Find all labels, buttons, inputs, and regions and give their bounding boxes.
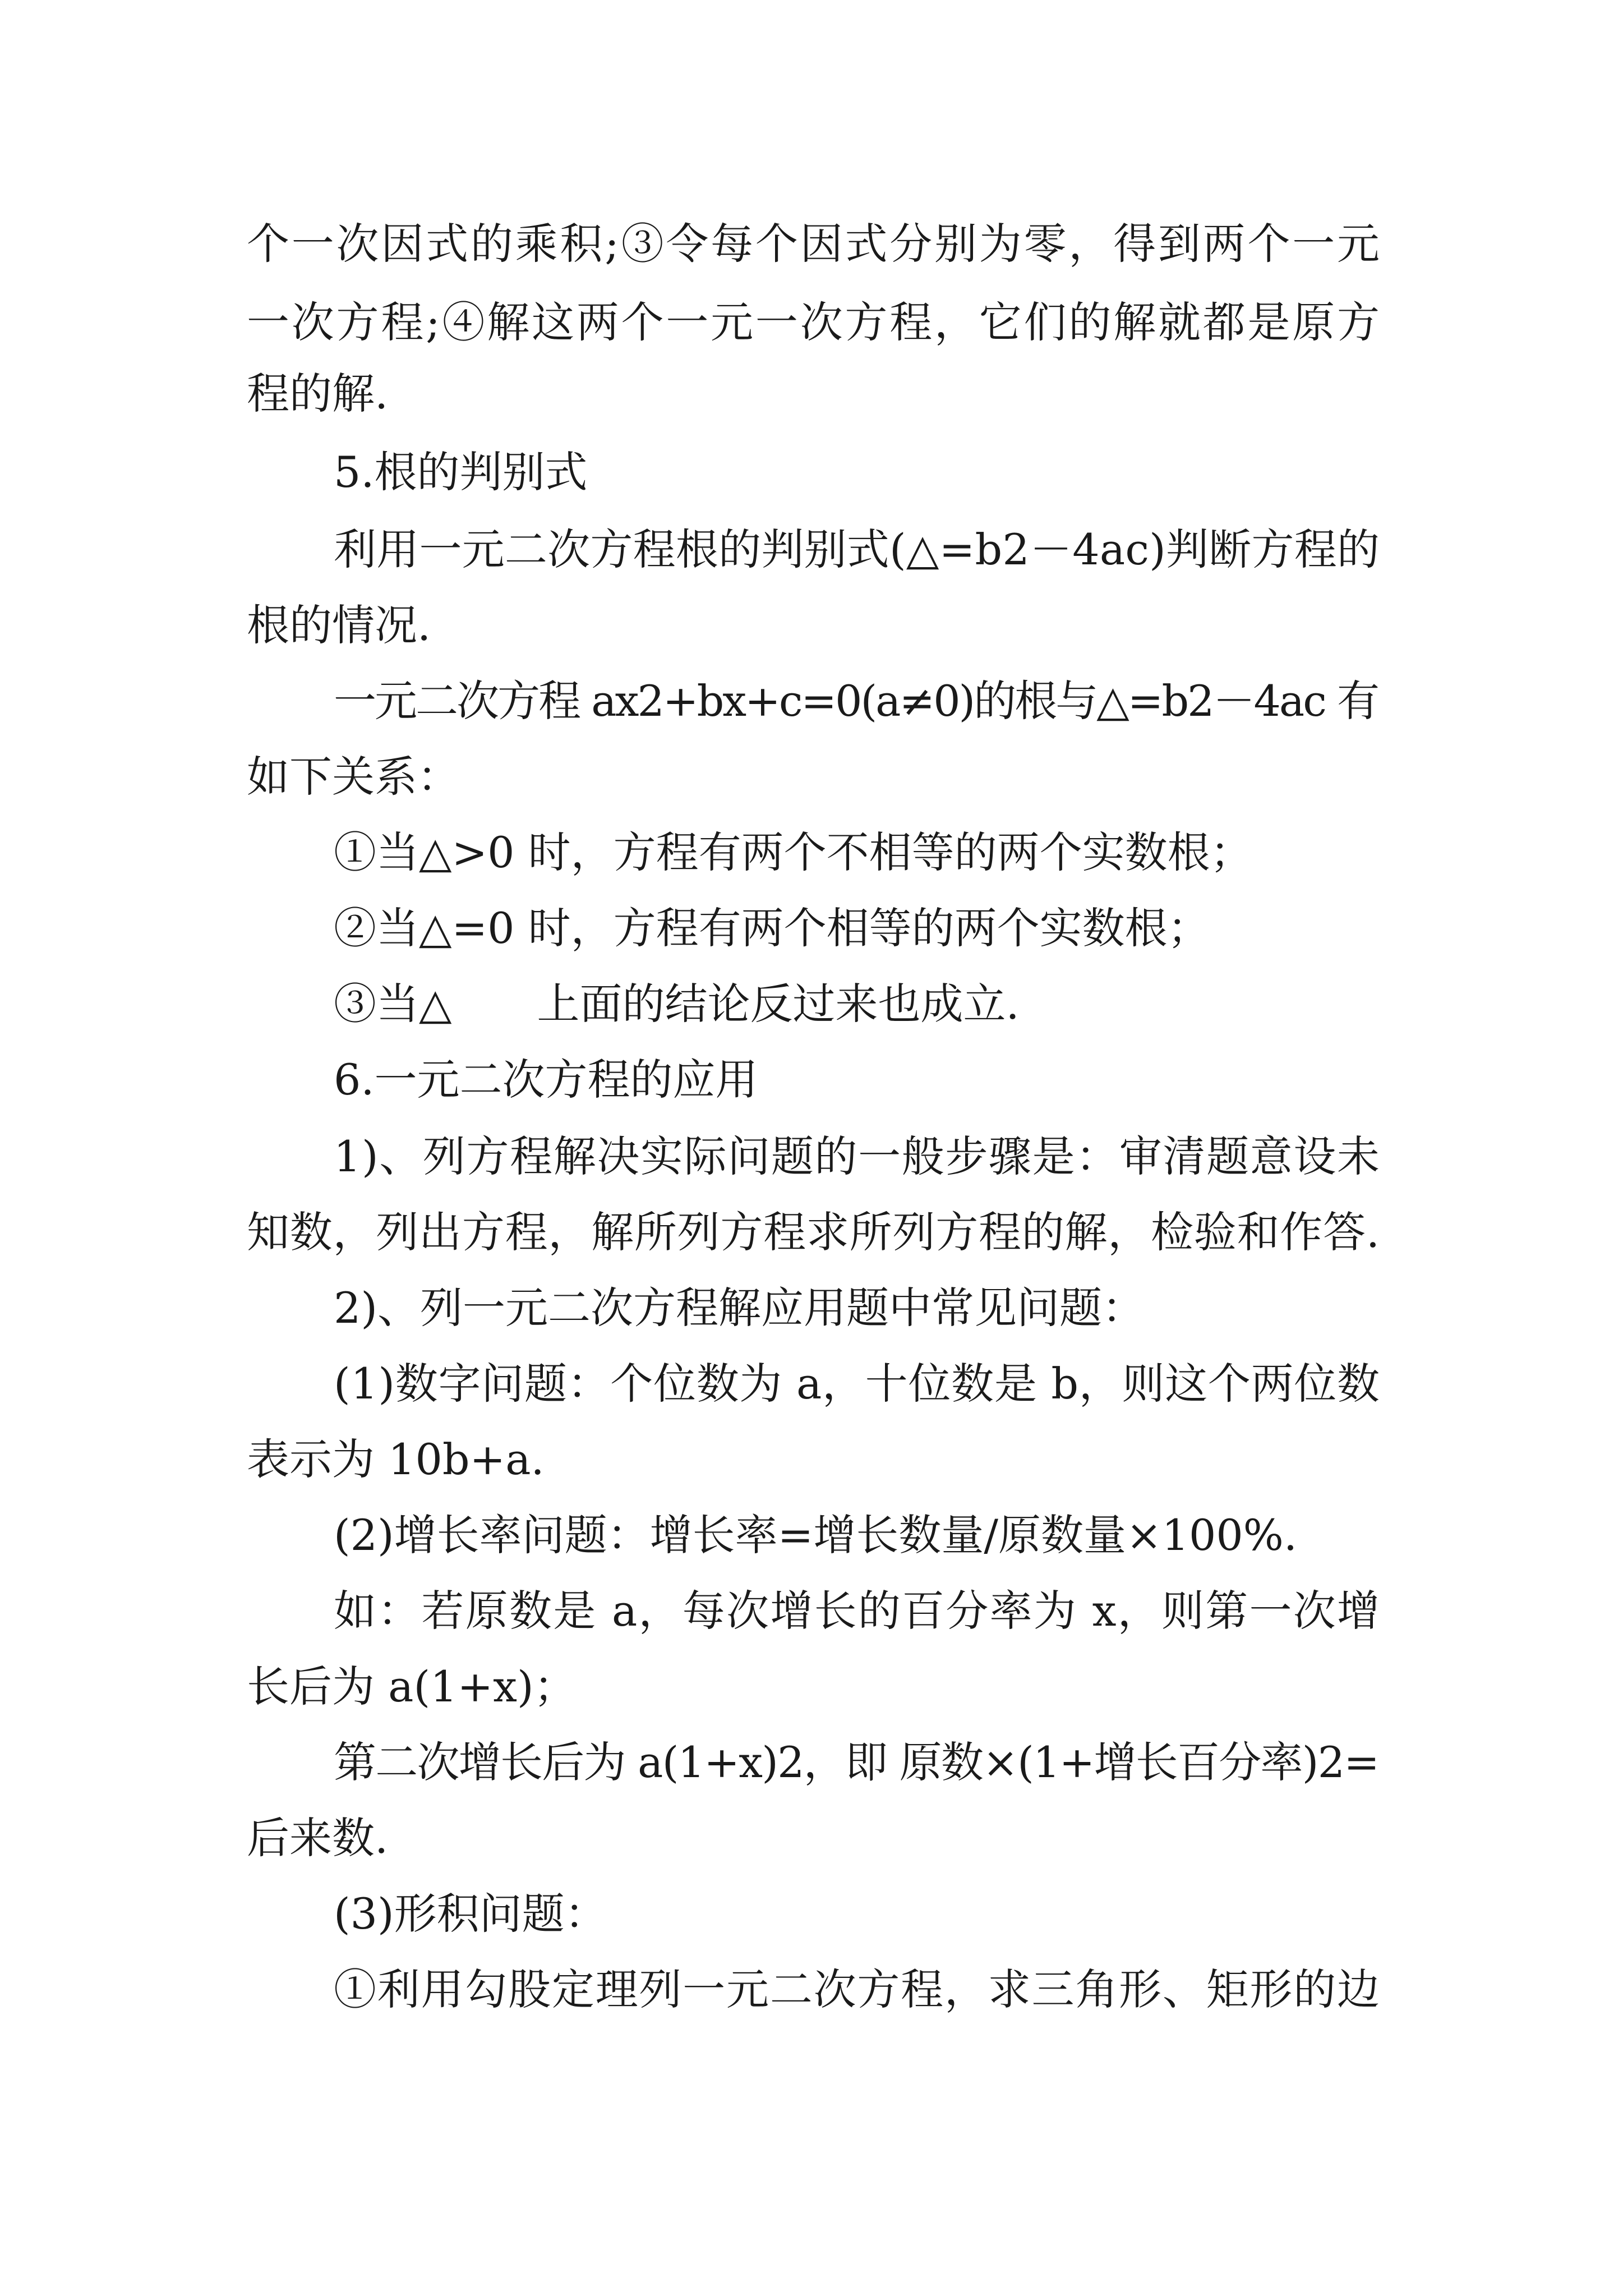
text-line-2: 一次方程;④解这两个一元一次方程，它们的解就都是原方 xyxy=(247,297,1382,347)
text-line-6: 根的情况. xyxy=(247,600,431,650)
text-line-13: 1)、列方程解决实际问题的一般步骤是：审清题意设未 xyxy=(334,1131,1381,1181)
text-line-20: 长后为 a(1+x)； xyxy=(247,1662,577,1711)
text-line-24: ①利用勾股定理列一元二次方程，求三角形、矩形的边 xyxy=(334,1964,1381,2014)
section-heading-5: 5.根的判别式 xyxy=(334,447,588,497)
text-line-10: ②当△=0 时，方程有两个相等的两个实数根； xyxy=(334,903,1210,953)
text-line-1: 个一次因式的乘积;③令每个因式分别为零，得到两个一元 xyxy=(247,219,1382,269)
text-line-19: 如：若原数是 a，每次增长的百分率为 x，则第一次增 xyxy=(334,1586,1381,1636)
text-line-23: (3)形积问题： xyxy=(334,1889,607,1939)
text-line-14: 知数，列出方程，解所列方程求所列方程的解，检验和作答. xyxy=(247,1207,1380,1257)
text-line-21: 第二次增长后为 a(1+x)2，即 原数×(1+增长百分率)2= xyxy=(334,1737,1379,1787)
text-line-5: 利用一元二次方程根的判别式(△=b2－4ac)判断方程的 xyxy=(334,524,1380,574)
text-line-17: 表示为 10b+a. xyxy=(247,1434,545,1484)
text-line-16: (1)数字问题：个位数为 a，十位数是 b，则这个两位数 xyxy=(334,1359,1380,1409)
text-line-3: 程的解. xyxy=(247,369,389,418)
text-line-22: 后来数. xyxy=(247,1813,389,1863)
section-heading-6: 6.一元二次方程的应用 xyxy=(334,1055,758,1105)
text-line-11: ③当△ 上面的结论反过来也成立. xyxy=(334,979,1020,1029)
text-line-15: 2)、列一元二次方程解应用题中常见问题： xyxy=(334,1283,1145,1333)
text-line-9: ①当△>0 时，方程有两个不相等的两个实数根； xyxy=(334,827,1253,877)
text-line-7: 一元二次方程 ax2+bx+c=0(a≠0)的根与△=b2－4ac 有 xyxy=(334,676,1378,726)
text-line-18: (2)增长率问题：增长率=增长数量/原数量×100%. xyxy=(334,1510,1298,1560)
text-line-8: 如下关系： xyxy=(247,752,460,802)
